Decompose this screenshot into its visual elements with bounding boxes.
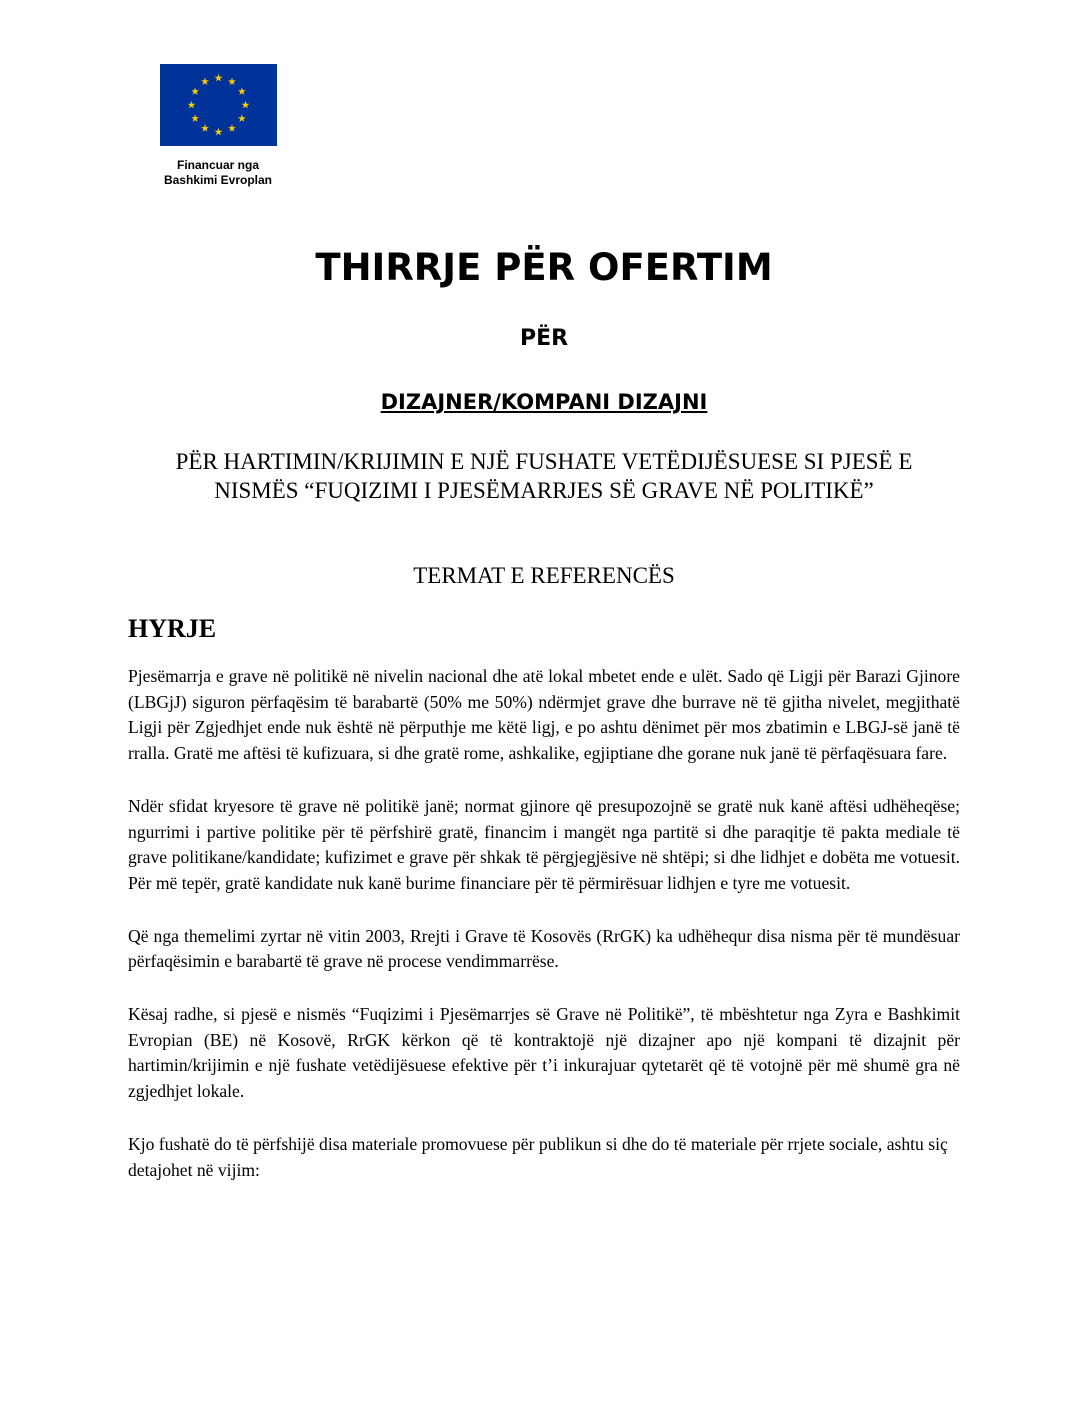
paragraph: Kësaj radhe, si pjesë e nismës “Fuqizimi i Pjesëmarrjes së Grave në Politikë”, të mbështetur nga Zyra e Bashkimit Evropian (BE) në Kosovë, RrGK kërkon që të kontraktojë një dizajner apo një kompani të dizajnit për hartimin/krijimin e një fushate vetëdijësuese efektive për t’i inkurajuar qytetarët që të votojnë për më shumë gra në zgjedhjet lokale.: [128, 1004, 960, 1102]
eu-caption-line1: Financuar nga: [176, 158, 259, 172]
paragraph: Pjesëmarrja e grave në politikë në nivelin nacional dhe atë lokal mbetet ende e ulët. Sado që Ligji për Barazi Gjinore (LBGjJ) siguron përfaqësim të barabartë (50% me 50%) ndërmjet grave dhe burrave në të gjitha nivelet, megjithatë Ligji për Zgjedhjet ende nuk është në përputhje me këtë ligj, e po ashtu dënimet për mos zbatimin e LBGJ-së janë të rralla. Gratë me aftësi të kufizuara, si dhe gratë rome, ashkalike, egjiptiane dhe gorane nuk janë të përfaqësuara fare.: [128, 666, 960, 764]
paragraph: Ndër sfidat kryesore të grave në politikë janë; normat gjinore që presupozojnë se gratë nuk kanë aftësi udhëheqëse; ngurrimi i partive politike për të përfshirë gratë, financim i mangët nga partitë si dhe paraqitje të pakta mediale të grave politikane/kandidate; kufizimet e grave për shkak të përgjegjësive në shtëpi; si dhe lidhjet e dobëta me votuesit. Për më tepër, gratë kandidate nuk kanë burime financiare për të përmirësuar lidhjen e tyre me votuesit.: [128, 795, 960, 893]
paragraph: Kjo fushatë do të përfshijë disa materiale promovuese për publikun si dhe do të materiale për rrjete sociale, ashtu siç detajohet në vijim:: [128, 1133, 948, 1180]
paragraph: Që nga themelimi zyrtar në vitin 2003, Rrejti i Grave të Kosovës (RrGK) ka udhëhequr disa nisma për të mundësuar përfaqësimin e barabartë të grave në procese vendimmarrëse.: [128, 925, 960, 972]
section-heading-hyrje: HYRJE: [128, 614, 217, 643]
designer-line: DIZAJNER/KOMPANI DIZAJNI: [380, 390, 708, 414]
eu-caption: [148, 158, 288, 188]
eu-caption-line2: Bashkimi Evroplan: [163, 173, 273, 187]
document-title: THIRRJE PËR OFERTIM: [315, 246, 773, 289]
eu-flag-icon: [160, 64, 277, 146]
document-subtitle: PËR HARTIMIN/KRIJIMIN E NJË FUSHATE VETËDIJËSUESE SI PJESË E NISMËS “FUQIZIMI I PJESËMARRJES SË GRAVE NË POLITIKË”: [175, 449, 913, 503]
per-line: PËR: [519, 326, 569, 351]
eu-funding-logo: [148, 64, 288, 188]
terms-heading: TERMAT E REFERENCËS: [413, 563, 675, 588]
body-text: [128, 664, 960, 1210]
